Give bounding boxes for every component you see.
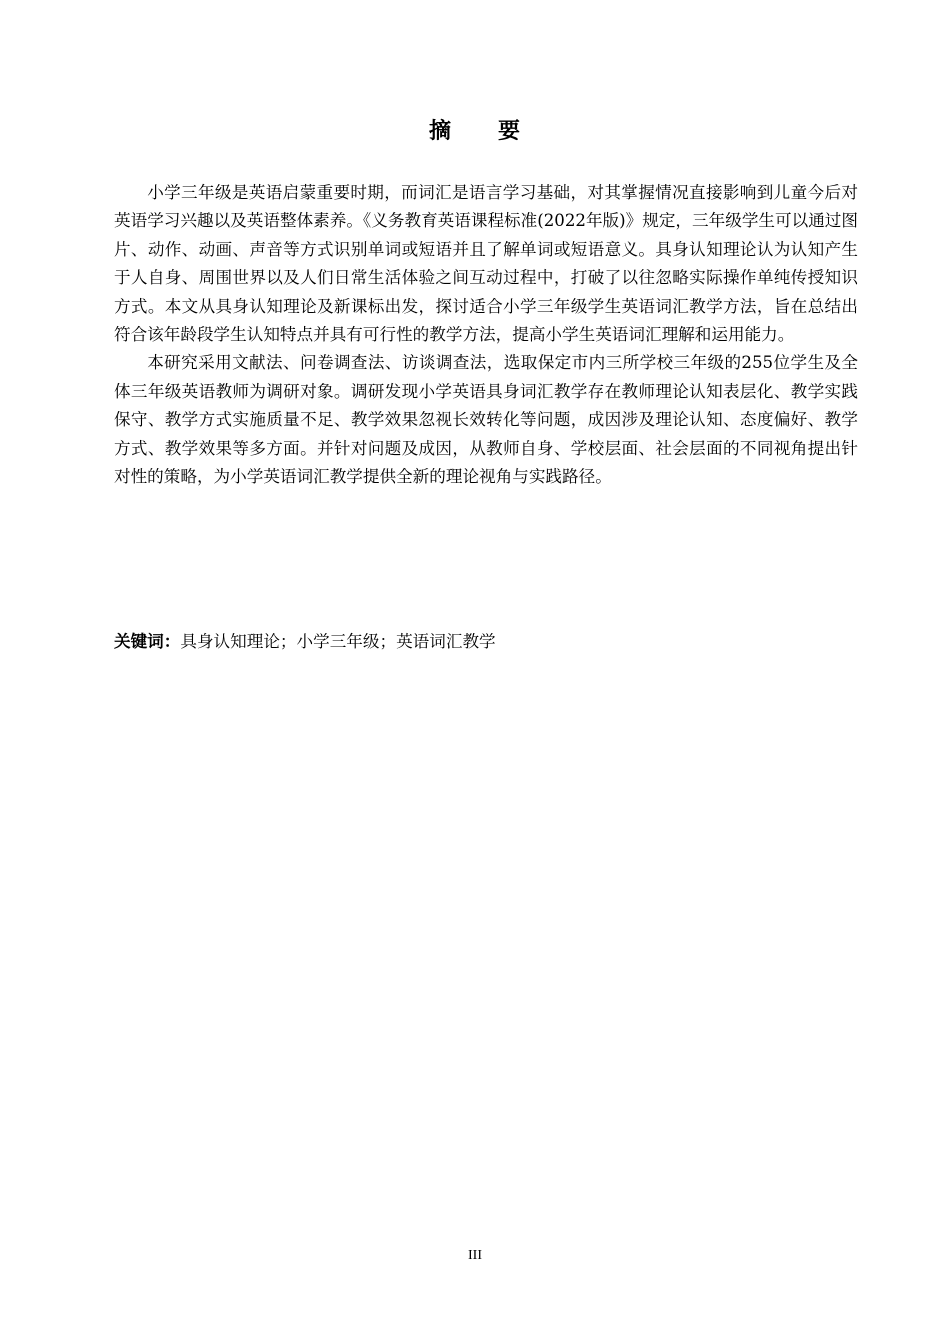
page-title (0, 114, 950, 145)
page-number: III (468, 1248, 482, 1263)
keywords-label: 关键词： (114, 632, 181, 651)
abstract-paragraph-1: 小学三年级是英语启蒙重要时期，而词汇是语言学习基础，对其掌握情况直接影响到儿童今后对英语学习兴趣以及英语整体素养。《义务教育英语课程标准(2022年版)》规定，三年级学生可以通过图片、动作、动画、声音等方式识别单词或短语并且了解单词或短语意义。具身认知理论认为认知产生于人自身、周围世界以及人们日常生活体验之间互动过程中，打破了以往忽略实际操作单纯传授知识方式。本文从具身认知理论及新课标出发，探讨适合小学三年级学生英语词汇教学方法，旨在总结出符合该年龄段学生认知特点并具有可行性的教学方法，提高小学生英语词汇理解和运用能力。 (114, 183, 858, 345)
title-part-1: 摘 (428, 119, 452, 144)
abstract-paragraph-2: 本研究采用文献法、问卷调查法、访谈调查法，选取保定市内三所学校三年级的255位学生及全体三年级英语教师为调研对象。调研发现小学英语具身词汇教学存在教师理论认知表层化、教学实践保守、教学方式实施质量不足、教学效果忽视长效转化等问题，成因涉及理论认知、态度偏好、教学方式、教学效果等多方面。并针对问题及成因，从教师自身、学校层面、社会层面的不同视角提出针对性的策略，为小学英语词汇教学提供全新的理论视角与实践路径。 (114, 353, 858, 487)
abstract-body (114, 179, 858, 491)
keywords-line (114, 628, 496, 656)
keywords-value: 具身认知理论；小学三年级；英语词汇教学 (180, 632, 496, 651)
title-part-2: 要 (498, 119, 522, 144)
